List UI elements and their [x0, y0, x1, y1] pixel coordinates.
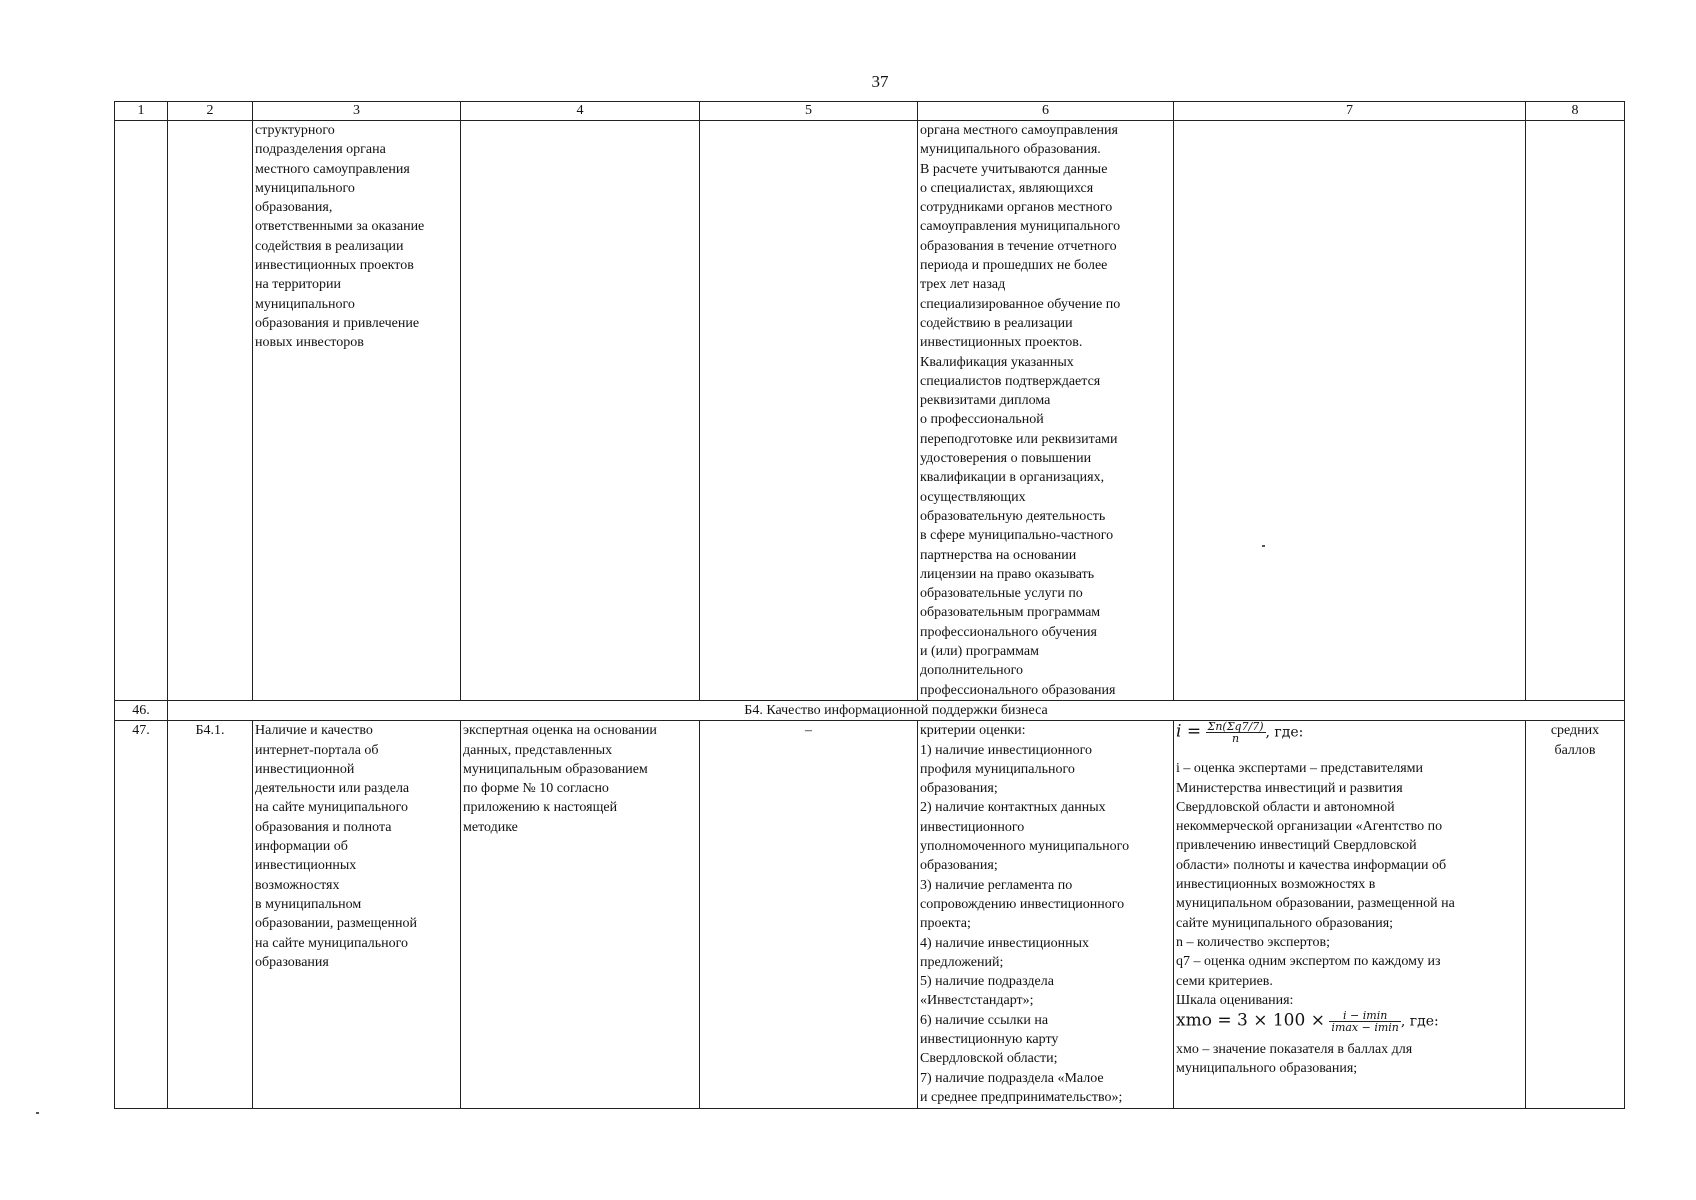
text-line: и (или) программам	[920, 644, 1039, 660]
text-line: содействия в реализации	[255, 238, 404, 254]
text-line: периода и прошедших не более	[920, 258, 1108, 274]
text-line: муниципального	[255, 180, 355, 196]
criteria-cell	[918, 721, 1174, 1109]
text-line: 5) наличие подраздела	[920, 974, 1054, 990]
text-line: муниципальном образовании, размещенной на	[1176, 896, 1455, 912]
calculation-cell	[1174, 121, 1526, 701]
text-line: 2) наличие контактных данных	[920, 800, 1106, 816]
text-line: инвестиционных проектов	[255, 258, 414, 274]
text-line: муниципального	[255, 296, 355, 312]
unit-cell	[1526, 721, 1625, 1109]
text-line: q7 – оценка одним экспертом по каждому из	[1176, 954, 1441, 970]
text-line: муниципальным образованием	[463, 761, 648, 777]
row-number-cell: 47.	[115, 721, 168, 1109]
text-line: 7) наличие подраздела «Малое	[920, 1070, 1104, 1086]
formula-tail: , где:	[1265, 724, 1304, 741]
indicator-text-cell	[253, 721, 461, 1109]
text-line: по форме № 10 согласно	[463, 781, 609, 797]
column-number: 2	[168, 102, 253, 121]
section-title: Б4. Качество информационной поддержки бизнеса	[168, 701, 1625, 721]
text-line: инвестиционных	[255, 858, 357, 874]
text-line: xмо – значение показателя в баллах для	[1176, 1042, 1413, 1058]
text-line: экспертная оценка на основании	[463, 723, 657, 739]
text-line: возможностях	[255, 877, 340, 893]
code-cell: Б4.1.	[168, 721, 253, 1109]
formula-tail: , где:	[1400, 1013, 1439, 1030]
text-line: Свердловской области;	[920, 1051, 1058, 1067]
text-line: инвестиционного	[920, 819, 1025, 835]
text-line: муниципального образования.	[920, 142, 1101, 158]
text-line: 4) наличие инвестиционных	[920, 935, 1089, 951]
text-line: приложению к настоящей	[463, 800, 618, 816]
text-line: структурного	[255, 123, 335, 138]
column-5-cell	[700, 121, 918, 701]
text-line: деятельности или раздела	[255, 781, 410, 797]
text-line: переподготовке или реквизитами	[920, 431, 1118, 447]
unit-cell	[1526, 121, 1625, 701]
text-line: реквизитами диплома	[920, 393, 1051, 409]
text-line: трех лет назад	[920, 277, 1006, 293]
text-line: и среднее предпринимательство»;	[920, 1089, 1123, 1105]
source-cell	[461, 121, 700, 701]
text-line: средних	[1550, 723, 1600, 739]
continuation-row	[115, 121, 1625, 701]
text-line: образования;	[920, 781, 998, 797]
text-line: семи критериев.	[1176, 973, 1273, 989]
column-number: 3	[253, 102, 461, 121]
column-number: 6	[918, 102, 1174, 121]
text-line: ответственными за оказание	[255, 219, 425, 235]
text-line: инвестиционной	[255, 761, 355, 777]
text-line: на сайте муниципального	[255, 800, 409, 816]
text-line: подразделения органа	[255, 142, 386, 158]
text-line: образования,	[255, 200, 333, 216]
text-line: специализированное обучение по	[920, 296, 1121, 312]
text-line: содействию в реализации	[920, 315, 1073, 331]
formula-numerator: i − imin	[1329, 1010, 1400, 1022]
text-line: проекта;	[920, 916, 971, 932]
text-line: образовательную деятельность	[920, 508, 1106, 524]
text-line: на сайте муниципального	[255, 935, 409, 951]
scan-speck	[1262, 545, 1265, 547]
text-line: образования в течение отчетного	[920, 238, 1117, 254]
scale-formula	[1176, 1010, 1523, 1040]
text-line: области» полноты и качества информации об	[1176, 857, 1447, 873]
index-formula	[1176, 721, 1523, 759]
text-line: партнерства на основании	[920, 547, 1077, 563]
row-number-cell: 46.	[115, 701, 168, 721]
text-line: осуществляющих	[920, 489, 1026, 505]
text-line: «Инвестстандарт»;	[920, 993, 1034, 1009]
text-line: профессионального обучения	[920, 624, 1097, 640]
text-line: на территории	[255, 277, 341, 293]
text-line: новых инвесторов	[255, 335, 364, 351]
text-line: информации об	[255, 839, 348, 855]
text-line: данных, представленных	[463, 742, 613, 758]
text-line: органа местного самоуправления	[920, 123, 1118, 138]
text-line: квалификации в организациях,	[920, 470, 1105, 486]
formula-denominator: imax − imin	[1331, 1021, 1399, 1035]
text-line: i – оценка экспертами – представителями	[1176, 761, 1424, 777]
text-line: образования	[255, 954, 329, 970]
text-line: образовании, размещенной	[255, 916, 417, 932]
formula-fraction	[1329, 1010, 1400, 1033]
text-line: удостоверения о повышении	[920, 451, 1092, 467]
text-line: образования и полнота	[255, 819, 392, 835]
text-line: лицензии на право оказывать	[920, 566, 1095, 582]
text-line: о профессиональной	[920, 412, 1044, 428]
text-line: муниципального образования;	[1176, 1061, 1358, 1077]
description-cell	[918, 121, 1174, 701]
text-line: n – количество экспертов;	[1176, 934, 1330, 950]
table-row	[115, 721, 1625, 1109]
text-line: 6) наличие ссылки на	[920, 1012, 1049, 1028]
column-number: 7	[1174, 102, 1526, 121]
text-line: критерии оценки:	[920, 723, 1026, 739]
column-number: 8	[1526, 102, 1625, 121]
section-row	[115, 701, 1625, 721]
text-line: Квалификация указанных	[920, 354, 1074, 370]
column-number: 4	[461, 102, 700, 121]
text-line: инвестиционных возможностях в	[1176, 877, 1376, 893]
formula-denominator: n	[1231, 732, 1240, 746]
text-line: инвестиционных проектов.	[920, 335, 1083, 351]
formula-lhs: i =	[1176, 721, 1202, 742]
text-line: местного самоуправления	[255, 161, 410, 177]
text-line: предложений;	[920, 954, 1004, 970]
scan-speck	[36, 1112, 39, 1114]
text-line: образования;	[920, 858, 998, 874]
indicator-text-cell	[253, 121, 461, 701]
text-line: сопровождению инвестиционного	[920, 896, 1125, 912]
column-number-row	[115, 102, 1625, 121]
text-line: привлечению инвестиций Свердловской	[1176, 838, 1417, 854]
text-line: инвестиционную карту	[920, 1032, 1059, 1048]
formula-numerator: Σn(Σq7/7)	[1207, 720, 1264, 734]
text-line: профиля муниципального	[920, 761, 1075, 777]
text-line: Шкала оценивания:	[1176, 992, 1294, 1008]
text-line: Наличие и качество	[255, 723, 373, 739]
text-line: образовательные услуги по	[920, 586, 1083, 602]
text-line: специалистов подтверждается	[920, 373, 1101, 389]
text-line: сотрудниками органов местного	[920, 200, 1113, 216]
text-line: баллов	[1554, 742, 1596, 758]
text-line: Свердловской области и автономной	[1176, 799, 1395, 815]
text-line: о специалистах, являющихся	[920, 180, 1094, 196]
text-line: в муниципальном	[255, 896, 362, 912]
text-line: методике	[463, 819, 518, 835]
calculation-cell	[1174, 721, 1526, 1109]
text-line: дополнительного	[920, 663, 1023, 679]
text-line: в сфере муниципально-частного	[920, 528, 1114, 544]
formula-lhs: xmo = 3 × 100 ×	[1176, 1010, 1325, 1031]
text-line: Министерства инвестиций и развития	[1176, 780, 1403, 796]
text-line: В расчете учитываются данные	[920, 161, 1108, 177]
text-line: интернет-портала об	[255, 742, 379, 758]
source-cell	[461, 721, 700, 1109]
text-line: 1) наличие инвестиционного	[920, 742, 1092, 758]
methodology-table	[114, 101, 1625, 1109]
formula-fraction	[1206, 721, 1266, 744]
column-number: 5	[700, 102, 918, 121]
row-number-cell	[115, 121, 168, 701]
text-line: образования и привлечение	[255, 315, 420, 331]
text-line: 3) наличие регламента по	[920, 877, 1073, 893]
column-number: 1	[115, 102, 168, 121]
text-line: сайте муниципального образования;	[1176, 915, 1394, 931]
text-line: уполномоченного муниципального	[920, 839, 1130, 855]
text-line: самоуправления муниципального	[920, 219, 1121, 235]
text-line: профессионального образования	[920, 682, 1116, 698]
code-cell	[168, 121, 253, 701]
column-5-cell: –	[700, 721, 918, 1109]
text-line: образовательным программам	[920, 605, 1101, 621]
page-number: 37	[871, 72, 889, 91]
text-line: некоммерческой организации «Агентство по	[1176, 819, 1443, 835]
